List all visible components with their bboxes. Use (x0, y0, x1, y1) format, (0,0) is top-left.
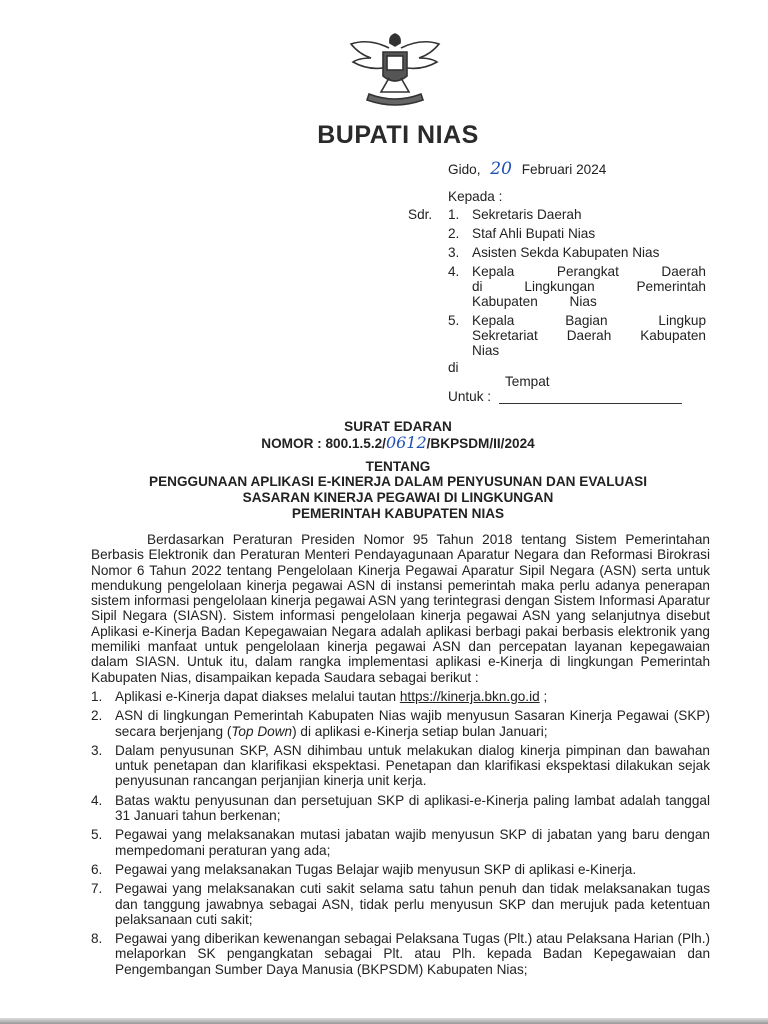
untuk-blank-line (499, 403, 682, 404)
italic-text: Top Down (231, 723, 293, 739)
letter-body (91, 532, 710, 977)
intro-paragraph: Berdasarkan Peraturan Presiden Nomor 95 Tahun 2018 tentang Sistem Pemerintahan Berbasis Elektronik dan Peraturan Menteri Pendayagunaan Aparatur Negara dan Reformasi Birokrasi Nomor 6 Tahun 2022 tentang Pengelolaan Kinerja Pegawai Aparatur Sipil Negara (ASN) serta untuk mendukung pengelolaan kinerja pegawai ASN di instansi pemerintah maka perlu adanya penerapan sistem informasi pengelolaan kinerja pegawai ASN yang terintegrasi dengan Sistem Informasi Aparatur Sipil Negara (SIASN). Sistem informasi pengelolaan kinerja pegawai ASN yang selanjutnya disebut Aplikasi e-Kinerja Badan Kepegawaian Negara adalah aplikasi berbagi pakai berbasis elektronik yang memiliki manfaat untuk pengelolaan kinerja pegawai ASN dan percepatan layanan kepegawaian dalam SIASN. Untuk itu, dalam rangka implementasi aplikasi e-Kinerja di lingkungan Pemerintah Kabupaten Nias, disampaikan kepada Saudara sebagai berikut : (91, 532, 710, 685)
page-edge (0, 1018, 768, 1024)
document-title: BUPATI NIAS (317, 121, 479, 149)
handwritten-number: 0612 (385, 433, 427, 452)
number-suffix: /BKPSDM/II/2024 (426, 436, 535, 451)
item-number: 1. (91, 688, 103, 704)
item-number: 3. (448, 245, 460, 260)
untuk-label: Untuk : (448, 389, 492, 404)
item-number: 2. (448, 226, 460, 241)
list-item (91, 881, 710, 927)
item-text: Staf Ahli Bupati Nias (472, 226, 596, 241)
item-text (115, 708, 710, 739)
text: ) di aplikasi e-Kinerja setiap bulan Januari; (292, 723, 548, 739)
list-item (91, 708, 710, 739)
handwritten-day: 20 (490, 159, 512, 179)
item-number: 2. (91, 708, 103, 724)
item-text: Pegawai yang diberikan kewenangan sebagai Pelaksana Tugas (Plt.) atau Pelaksana Harian (Plh.) melaporkan SK pengangkatan sebagai Plt. atau Plh. kepada Badan Kepegawaian dan Pengembangan Sumber Daya Manusia (BKPSDM) Kabupaten Nias; (115, 931, 710, 977)
instruction-list (91, 689, 710, 977)
item-number: 6. (91, 861, 103, 877)
item-number: 5. (448, 313, 460, 328)
text: ; (539, 688, 548, 704)
item-number: 3. (91, 742, 103, 758)
kepada-label: Kepada : (448, 189, 503, 204)
date-line (448, 159, 606, 179)
month-year: Februari 2024 (521, 162, 607, 177)
recipient-item (448, 207, 706, 222)
item-number: 8. (91, 931, 103, 947)
list-item (91, 827, 710, 858)
ekinerja-link[interactable]: https://kinerja.bkn.go.id (399, 688, 540, 704)
garuda-emblem-icon (349, 26, 441, 108)
recipient-item (448, 245, 706, 260)
recipient-list (448, 207, 706, 362)
sdr-label: Sdr. (408, 207, 433, 222)
di-label: di (448, 360, 459, 375)
item-number: 7. (91, 881, 103, 897)
item-text (115, 689, 710, 704)
number-prefix: NOMOR : 800.1.5.2/ (261, 436, 386, 451)
recipient-item (448, 264, 706, 309)
tentang-label: TENTANG (365, 459, 431, 474)
tempat-label: Tempat (505, 374, 550, 389)
item-text: Dalam penyusunan SKP, ASN dihimbau untuk melakukan dialog kinerja pimpinan dan bawahan untuk penetapan dan klarifikasi ekspektasi. Penetapan dan klarifikasi ekspektasi dilakukan sejak penyusunan rancangan perjanjian kinerja unit kerja. (115, 742, 710, 789)
item-number: 4. (448, 264, 460, 279)
item-text: Pegawai yang melaksanakan Tugas Belajar wajib menyusun SKP di aplikasi e-Kinerja. (115, 861, 637, 877)
list-item (91, 931, 710, 977)
place: Gido, (448, 162, 481, 177)
subject-line: SASARAN KINERJA PEGAWAI DI LINGKUNGAN (242, 490, 554, 505)
item-text: Kepala Perangkat Daerah di Lingkungan Pemerintah Kabupaten Nias (472, 264, 706, 309)
subject-line: PENGGUNAAN APLIKASI E-KINERJA DALAM PENYUSUNAN DAN EVALUASI (149, 474, 647, 489)
item-text: Sekretaris Daerah (472, 207, 582, 222)
item-text: Pegawai yang melaksanakan mutasi jabatan wajib menyusun SKP di jabatan yang baru dengan mempedomani peraturan yang ada; (115, 827, 710, 858)
item-number: 1. (448, 207, 460, 222)
item-text: Asisten Sekda Kabupaten Nias (472, 245, 660, 260)
item-number: 5. (91, 827, 103, 843)
text: ASN di lingkungan Pemerintah Kabupaten Nias wajib menyusun Sasaran Kinerja Pegawai (SKP) secara berjenjang ( (115, 708, 710, 739)
item-text: Batas waktu penyusunan dan persetujuan SKP di aplikasi-e-Kinerja paling lambat adalah tanggal 31 Januari tahun berkenan; (115, 792, 710, 824)
letter-number (0, 435, 768, 452)
letter-type: SURAT EDARAN (344, 419, 452, 434)
recipient-item (448, 313, 706, 358)
subject-line: PEMERINTAH KABUPATEN NIAS (291, 506, 505, 521)
text: Aplikasi e-Kinerja dapat diakses melalui tautan (115, 688, 400, 704)
item-text: Pegawai yang melaksanakan cuti sakit selama satu tahun penuh dan tidak melaksanakan tugas dan tanggung jawabnya sebagai ASN, tidak perlu menyusun SKP dan merujuk pada ketentuan pelaksanaan cuti sakit; (115, 881, 710, 927)
item-number: 4. (91, 792, 103, 808)
list-item (91, 793, 710, 824)
item-text: Kepala Bagian Lingkup Sekretariat Daerah Kabupaten Nias (472, 313, 706, 358)
list-item (91, 743, 710, 789)
list-item (91, 862, 710, 877)
recipient-item (448, 226, 706, 241)
list-item (91, 689, 710, 704)
